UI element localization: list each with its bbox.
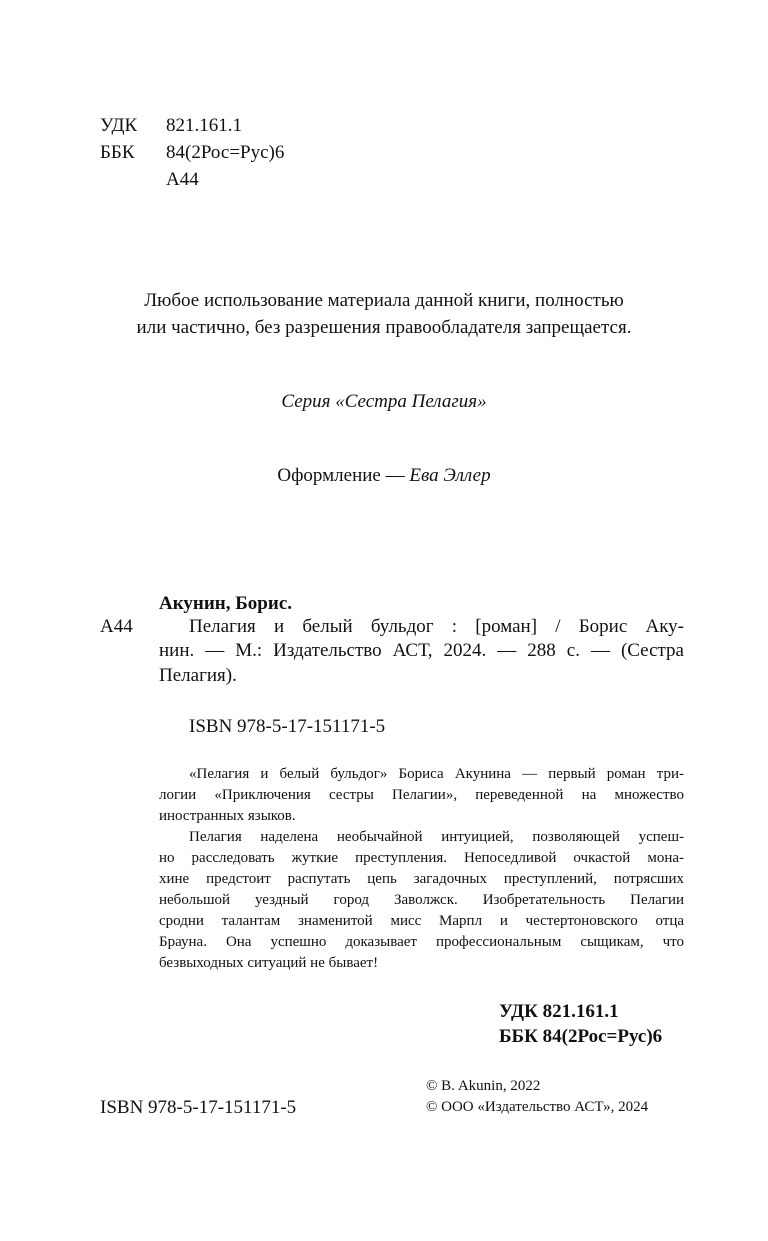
catalog-line-3: Пелагия). (159, 665, 237, 686)
catalog-mark: А44 (100, 616, 133, 637)
annotation-p2-line-4: небольшой уездный город Заволжск. Изобретательность Пелагии (159, 892, 684, 908)
bbk-key: ББК (100, 142, 135, 163)
copyright-publisher: © ООО «Издательство АСТ», 2024 (426, 1099, 649, 1115)
annotation-p1-line-1: «Пелагия и белый бульдог» Бориса Акунина — первый роман три- (189, 766, 684, 782)
udk-row (100, 112, 242, 139)
udk-value: 821.161.1 (166, 115, 242, 136)
rights-notice-line-2: или частично, без разрешения правообладателя запрещается. (136, 317, 632, 338)
annotation-p2-line-6: Брауна. Она успешно доказывает профессиональным сыщикам, что (159, 934, 684, 950)
annotation-p2-line-3: хине предстоит распутать цепь загадочных преступлений, потрясших (159, 871, 684, 887)
designer-name: Ева Эллер (409, 465, 491, 486)
bbk-row (100, 139, 284, 166)
footer-isbn: ISBN 978-5-17-151171-5 (100, 1097, 297, 1118)
annotation-p1-line-3: иностранных языков. (159, 808, 296, 824)
series-title: Серия «Сестра Пелагия» (281, 391, 487, 412)
design-label: Оформление — (277, 465, 410, 486)
author-mark: А44 (166, 169, 199, 190)
copyright-author: © B. Akunin, 2022 (426, 1078, 541, 1094)
rights-notice-line-1: Любое использование материала данной книги, полностью (144, 290, 624, 311)
catalog-line-2: нин. — М.: Издательство АСТ, 2024. — 288 с. — (Сестра (159, 640, 684, 661)
annotation-p2-line-5: сродни талантам знаменитой мисс Марпл и честертоновского отца (159, 913, 684, 929)
annotation-p1-line-2: логии «Приключения сестры Пелагии», переведенной на множество (159, 787, 684, 803)
annotation-p2-line-7: безвыходных ситуаций не бывает! (159, 955, 379, 971)
annotation-p2-line-1: Пелагия наделена необычайной интуицией, позволяющей успеш- (189, 829, 684, 845)
design-credit (0, 462, 768, 489)
catalog-line-1: Пелагия и белый бульдог : [роман] / Борис Аку- (189, 616, 684, 637)
footer-udk: УДК 821.161.1 (499, 1001, 619, 1022)
udk-key: УДК (100, 115, 138, 136)
catalog-isbn: ISBN 978-5-17-151171-5 (189, 716, 386, 737)
catalog-author: Акунин, Борис. (159, 593, 292, 614)
footer-bbk: ББК 84(2Рос=Рус)6 (499, 1026, 663, 1047)
annotation-p2-line-2: но расследовать жуткие преступления. Непоседливой очкастой мона- (159, 850, 684, 866)
bbk-value: 84(2Рос=Рус)6 (166, 142, 285, 163)
